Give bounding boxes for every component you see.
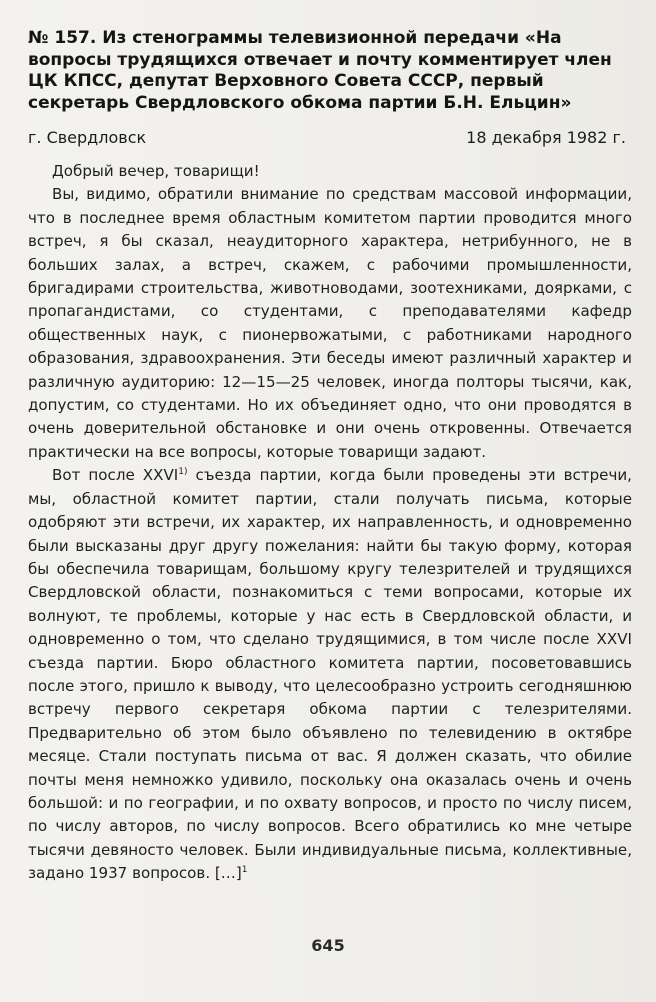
document-meta — [28, 128, 626, 148]
document-place: г. Свердловск — [28, 128, 147, 147]
body-paragraph-1: Вы, видимо, обратили внимание по средствам массовой информации, что в последнее время областным комитетом партии проводится много встреч, я бы сказал, неаудиторного характера, нетрибунного, не в больших залах, а встреч, скажем, с рабочими промышленности, бригадирами строительства, животноводами, зоотехниками, доярками, с пропагандистами, со студентами, с преподавателями кафедр общественных наук, с пионервожатыми, с работниками народного образования, здравоохранения. Эти беседы имеют различный характер и различную аудиторию: 12—15—25 человек, иногда полторы тысячи, как, допустим, со студентами. Но их объединяет одно, что они проводятся в очень доверительной обстановке и они очень откровенны. Отвечается практически на все вопросы, которые товарищи задают. — [28, 185, 632, 461]
paragraph-2-text: съезда партии, когда были проведены эти встречи, мы, областной комитет партии, стали получать письма, которые одобряют эти встречи, их характер, их направленность, и одновременно были высказаны друг другу пожелания: найти бы такую форму, которая бы обеспечила товарищам, большому кругу телезрителей и трудящихся Свердловской области, познакомиться с теми вопросами, которые их волнуют, те проблемы, которые у нас есть в Свердловской области, и одновременно о том, что сделано трудящимися, в том числе после XXVI съезда партии. Бюро областного комитета партии, посоветовавшись после этого, пришло к выводу, что целесообразно устроить сегодняшнюю встречу первого секретаря обкома партии с телезрителями. Предварительно об этом было объявлено по телевидению в октябре месяце. Стали поступать письма от вас. Я должен сказать, что обилие почты меня немножко удивило, поскольку она оказалась очень и очень большой: и по географии, и по охвату вопросов, и просто по числу писем, по числу авторов, по числу вопросов. Всего обратились ко мне четыре тысячи девяносто человек. Были индивидуальные письма, коллективные, задано 1937 вопросов. […] — [28, 466, 632, 883]
page-number: 645 — [311, 936, 345, 955]
paragraph-2-start: Вот после XXVI — [52, 466, 179, 485]
footnote-ref-1: 1) — [178, 467, 188, 478]
document-date: 18 декабря 1982 г. — [466, 128, 626, 147]
body-paragraph-2 — [28, 464, 632, 885]
footnote-ref-2: 1 — [241, 865, 248, 876]
greeting-paragraph: Добрый вечер, товарищи! — [52, 162, 260, 180]
document-body — [28, 160, 632, 886]
document-title: № 157. Из стенограммы телевизионной передачи «На вопросы трудящихся отвечает и почту комментирует член ЦК КПСС, депутат Верховного Совета СССР, первый секретарь Свердловского обкома партии Б.Н. Ельцин» — [28, 28, 612, 113]
